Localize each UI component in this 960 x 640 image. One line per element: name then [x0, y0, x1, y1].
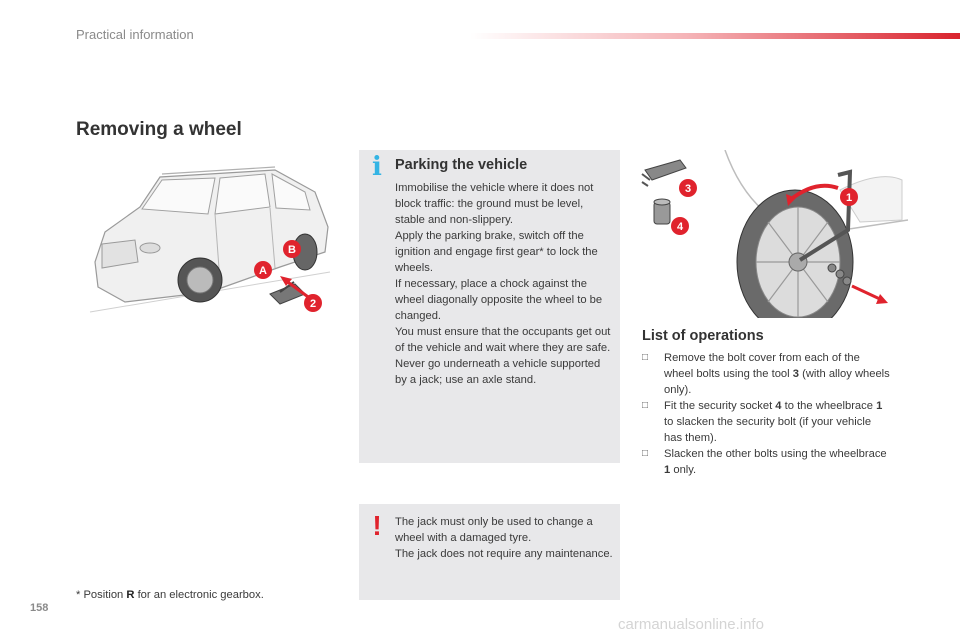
parking-paragraph: Never go underneath a vehicle supported by a jack; use an axle stand.	[395, 358, 601, 386]
section-header: Practical information	[76, 27, 194, 42]
warning-icon: !	[372, 510, 382, 541]
operation-text	[664, 350, 892, 398]
operation-run: Fit the security socket	[664, 400, 776, 412]
car-jack-illustration	[80, 152, 350, 332]
header-bar	[470, 33, 960, 39]
operation-run: Slacken the other bolts using the wheelbrace	[664, 448, 887, 460]
jack-warning-box	[359, 504, 620, 600]
wheel-tools-illustration	[640, 150, 910, 318]
operation-text	[664, 446, 892, 478]
operations-heading: List of operations	[642, 328, 764, 344]
tool-label-4: 4	[676, 221, 684, 233]
footnote-prefix: * Position	[76, 589, 127, 601]
parking-paragraph: Apply the parking brake, switch off the ignition and engage first gear* to lock the wheels.	[395, 230, 598, 274]
parking-text	[395, 180, 615, 388]
warning-paragraph: The jack does not require any maintenance.	[395, 548, 613, 560]
info-icon: i	[372, 152, 382, 182]
parking-paragraph: You must ensure that the occupants get out of the vehicle and wait where they are safe.	[395, 326, 611, 354]
operation-text	[664, 398, 892, 446]
tool-label-3: 3	[684, 183, 692, 195]
watermark: carmanualsonline.info	[618, 616, 764, 633]
operations-list	[642, 350, 892, 478]
footnote	[76, 589, 264, 601]
operation-run: to slacken the security bolt (if your vehicle has them).	[664, 416, 872, 444]
operation-ref-number: 3	[792, 368, 799, 380]
car-label-2: 2	[309, 298, 317, 310]
operation-item	[642, 446, 892, 478]
page-title: Removing a wheel	[76, 119, 242, 140]
footnote-suffix: for an electronic gearbox.	[134, 589, 264, 601]
operation-ref-number: 4	[775, 400, 782, 412]
operation-ref-number: 1	[876, 400, 883, 412]
operation-run: to the wheelbrace	[781, 400, 877, 412]
warning-text	[395, 514, 615, 562]
parking-paragraph: Immobilise the vehicle where it does not block traffic: the ground must be level, stable and non-slippery.	[395, 182, 594, 226]
checkbox-bullet-icon: □	[642, 400, 649, 411]
operation-run: Remove the bolt cover from each of the wheel bolts using the tool	[664, 352, 860, 380]
parking-heading: Parking the vehicle	[395, 157, 528, 173]
operation-item	[642, 350, 892, 398]
parking-info-box	[359, 150, 620, 463]
parking-paragraph: If necessary, place a chock against the wheel diagonally opposite the wheel to be changed.	[395, 278, 603, 322]
car-label-b: B	[288, 244, 296, 256]
tool-label-1: 1	[845, 192, 853, 204]
operation-ref-number: 1	[664, 464, 671, 476]
operation-run: only.	[670, 464, 697, 476]
operation-item	[642, 398, 892, 446]
warning-paragraph: The jack must only be used to change a wheel with a damaged tyre.	[395, 516, 593, 544]
footnote-bold: R	[126, 589, 135, 601]
checkbox-bullet-icon: □	[642, 448, 649, 459]
car-label-a: A	[259, 265, 267, 277]
page-number: 158	[30, 602, 49, 614]
operation-run: (with alloy wheels only).	[664, 368, 890, 396]
checkbox-bullet-icon: □	[642, 352, 649, 363]
